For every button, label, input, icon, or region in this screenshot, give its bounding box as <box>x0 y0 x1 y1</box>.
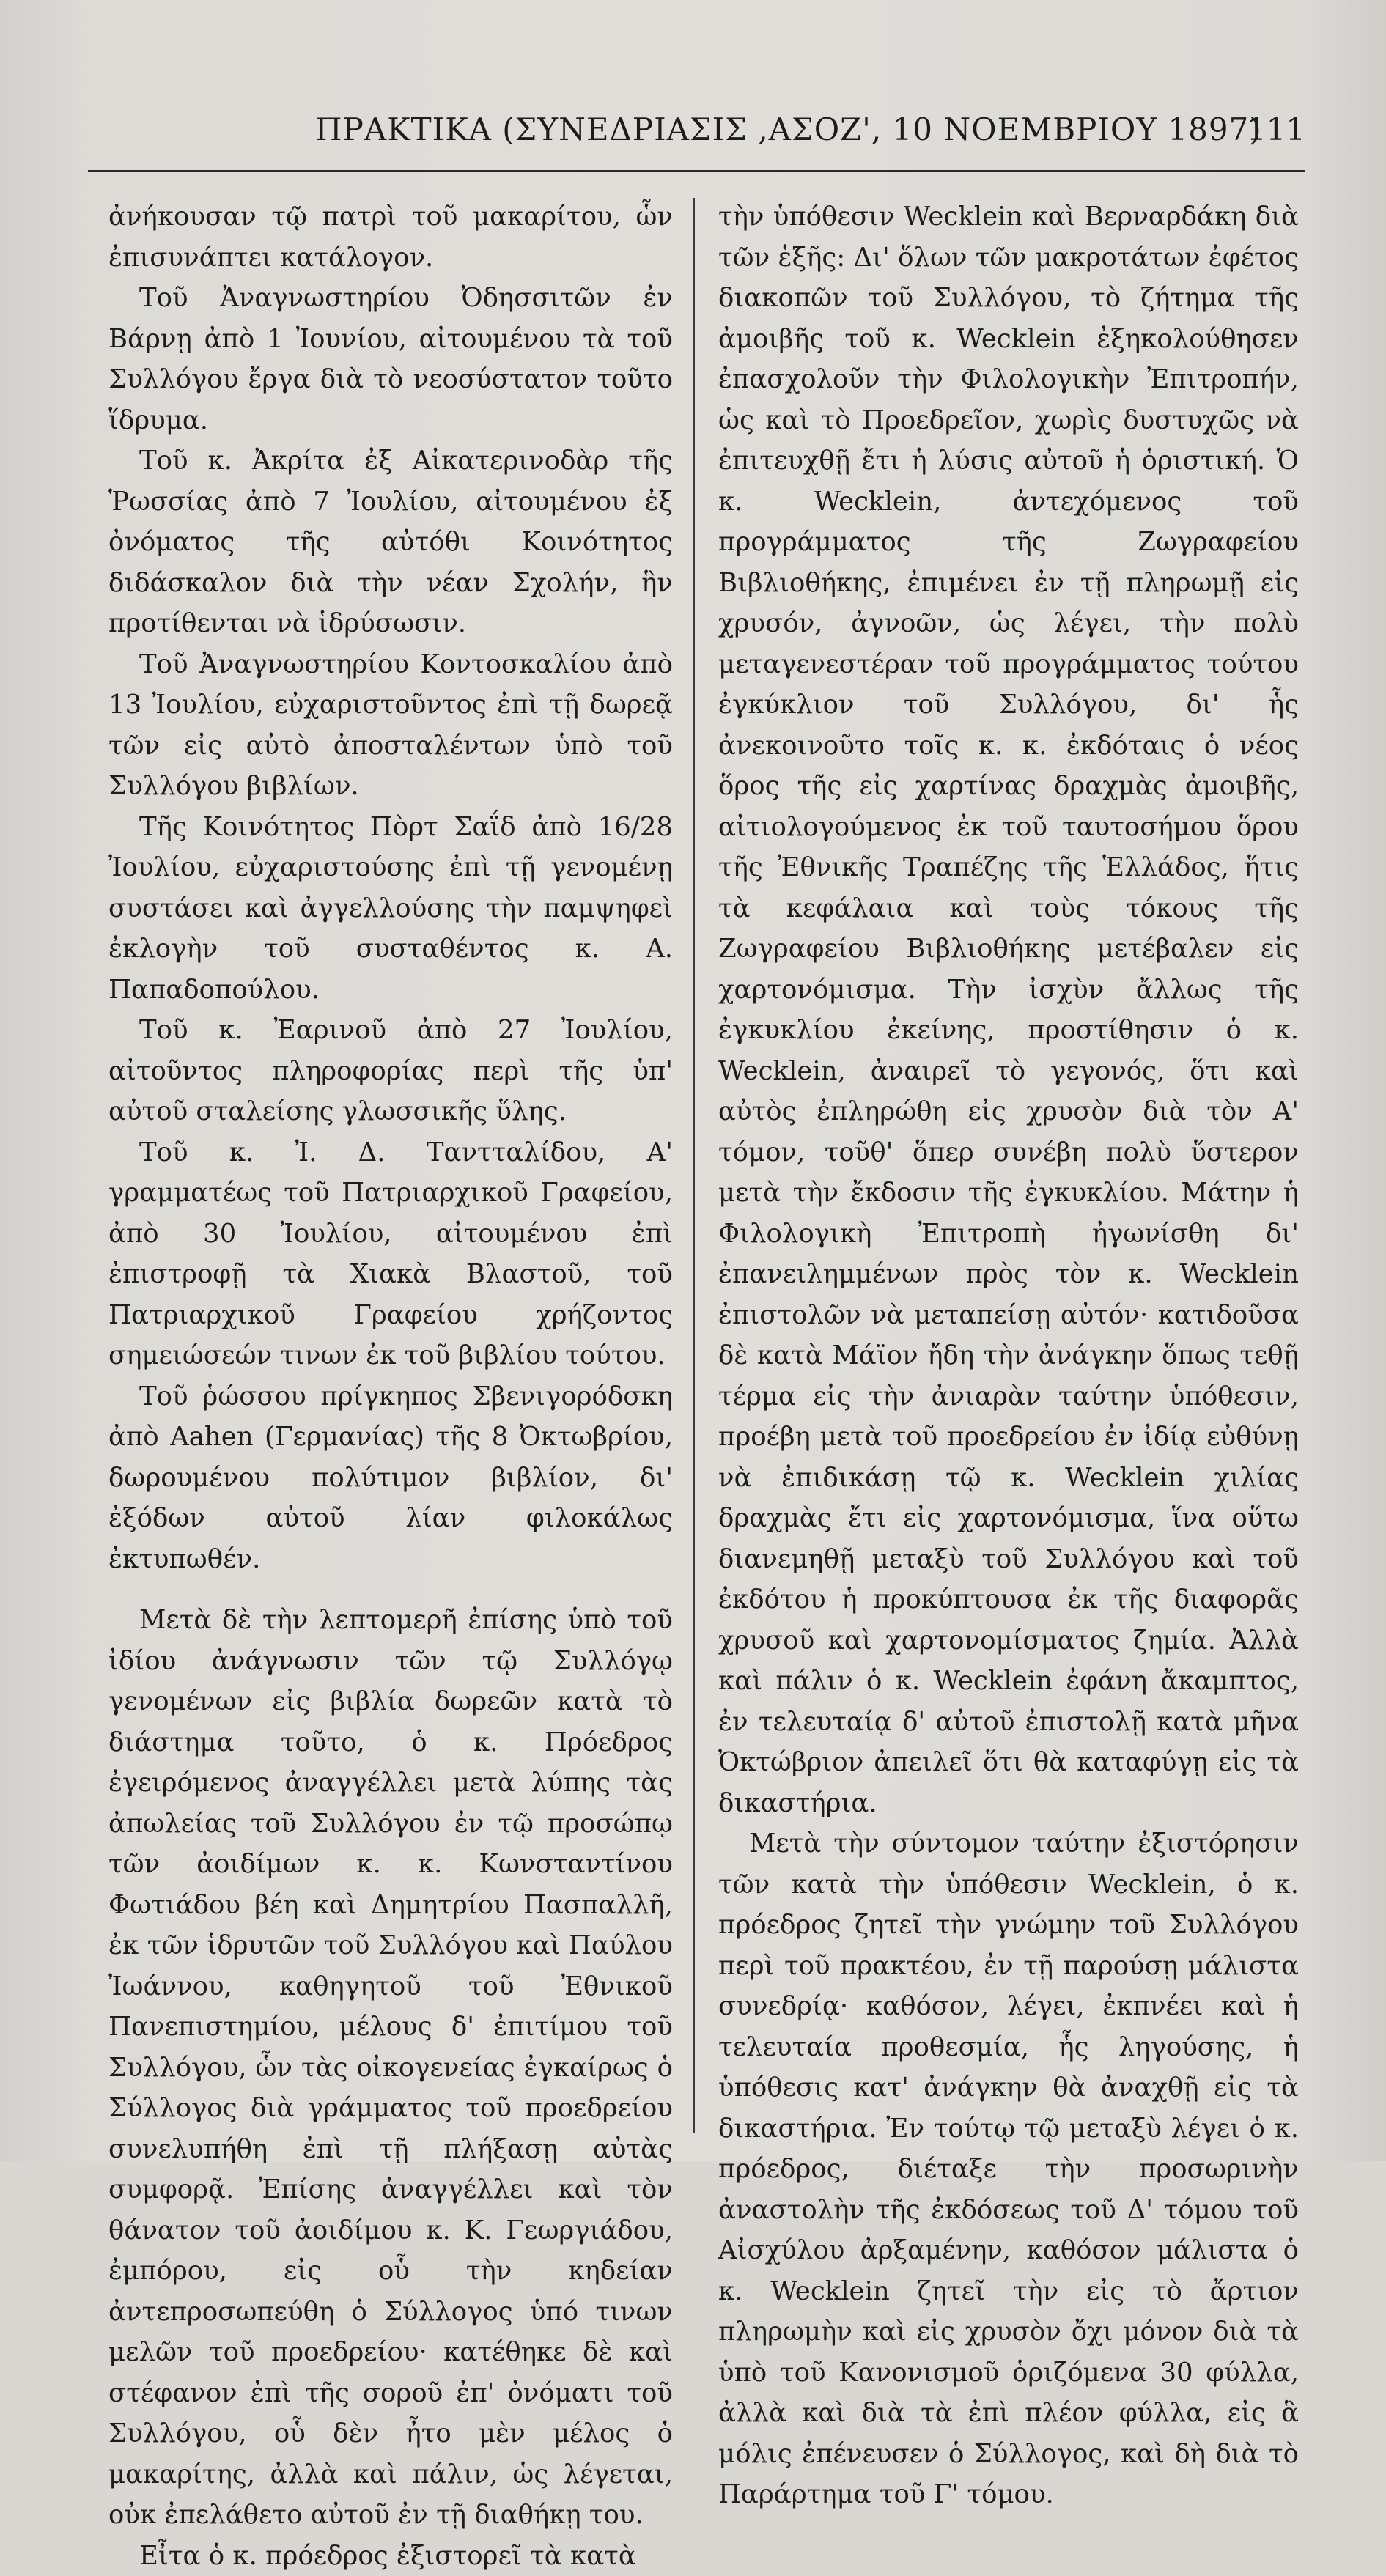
paragraph: ἀνήκουσαν τῷ πατρὶ τοῦ μακαρίτου, ὧν ἐπισυνάπτει κατάλογον. <box>108 196 673 278</box>
paragraph: Τοῦ κ. Ἰ. Δ. Ταντταλίδου, Α' γραμματέως τοῦ Πατριαρχικοῦ Γραφείου, ἀπὸ 30 Ἰουλίου, αἰτουμένου ἐπὶ ἐπιστροφῇ τὰ Χιακὰ Βλαστοῦ, τοῦ Πατριαρχικοῦ Γραφείου χρήζοντος σημειώσεών τινων ἐκ τοῦ βιβλίου τούτου. <box>108 1132 673 1376</box>
paragraph: Τοῦ κ. Ἀκρίτα ἐξ Αἰκατερινοδὰρ τῆς Ῥωσσίας ἀπὸ 7 Ἰουλίου, αἰτουμένου ἐξ ὀνόματος τῆς αὐτόθι Κοινότητος διδάσκαλον διὰ τὴν νέαν Σχολήν, ἣν προτίθενται νὰ ἱδρύσωσιν. <box>108 440 673 644</box>
paragraph: τὴν ὑπόθεσιν Wecklein καὶ Βερναρδάκη διὰ τῶν ἑξῆς: Δι' ὅλων τῶν μακροτάτων ἐφέτος διακοπῶν τοῦ Συλλόγου, τὸ ζήτημα τῆς ἀμοιβῆς τοῦ κ. Wecklein ἐξηκολούθησεν ἐπασχολοῦν τὴν Φιλολογικὴν Ἐπιτροπήν, ὡς καὶ τὸ Προεδρεῖον, χωρὶς δυστυχῶς νὰ ἐπιτευχθῇ ἔτι ἡ λύσις αὐτοῦ ἡ ὁριστική. Ὁ κ. Wecklein, ἀντεχόμενος τοῦ προγράμματος τῆς Ζωγραφείου Βιβλιοθήκης, ἐπιμένει ἐν τῇ πληρωμῇ εἰς χρυσόν, ἀγνοῶν, ὡς λέγει, τὴν πολὺ μεταγενεστέραν τοῦ προγράμματος τούτου ἐγκύκλιον τοῦ Συλλόγου, δι' ἧς ἀνεκοινοῦτο τοῖς κ. κ. ἐκδόταις ὁ νέος ὅρος τῆς εἰς χαρτίνας δραχμὰς ἀμοιβῆς, αἰτιολογούμενος ἐκ τοῦ ταυτοσήμου ὅρου τῆς Ἐθνικῆς Τραπέζης τῆς Ἑλλάδος, ἥτις τὰ κεφάλαια καὶ τοὺς τόκους τῆς Ζωγραφείου Βιβλιοθήκης μετέβαλεν εἰς χαρτονόμισμα. Τὴν ἰσχὺν ἄλλως τῆς ἐγκυκλίου ἐκείνης, προστίθησιν ὁ κ. Wecklein, ἀναιρεῖ τὸ γεγονός, ὅτι καὶ αὐτὸς ἐπληρώθη εἰς χρυσὸν διὰ τὸν Α' τόμον, τοῦθ' ὅπερ συνέβη πολὺ ὕστερον μετὰ τὴν ἔκδοσιν τῆς ἐγκυκλίου. Μάτην ἡ Φιλολογικὴ Ἐπιτροπὴ ἠγωνίσθη δι' ἐπανειλημμένων πρὸς τὸν κ. Wecklein ἐπιστολῶν νὰ μεταπείσῃ αὐτόν· κατιδοῦσα δὲ κατὰ Μάϊον ἤδη τὴν ἀνάγκην ὅπως τεθῇ τέρμα εἰς τὴν ἀνιαρὰν ταύτην ὑπόθεσιν, προέβη μετὰ τοῦ προεδρείου ἐν ἰδίᾳ εὐθύνῃ νὰ ἐπιδικάσῃ τῷ κ. Wecklein χιλίας δραχμὰς ἔτι εἰς χαρτονόμισμα, ἵνα οὕτω διανεμηθῇ μεταξὺ τοῦ Συλλόγου καὶ τοῦ ἐκδότου ἡ προκύπτουσα ἐκ τῆς διαφορᾶς χρυσοῦ καὶ χαρτονομίσματος ζημία. Ἀλλὰ καὶ πάλιν ὁ κ. Wecklein ἐφάνη ἄκαμπτος, ἐν τελευταίᾳ δ' αὐτοῦ ἐπιστολῇ κατὰ μῆνα Ὀκτώβριον ἀπειλεῖ ὅτι θὰ καταφύγῃ εἰς τὰ δικαστήρια. <box>718 196 1299 1823</box>
paragraph: Τοῦ Ἀναγνωστηρίου Ὀδησσιτῶν ἐν Βάρνῃ ἀπὸ 1 Ἰουνίου, αἰτουμένου τὰ τοῦ Συλλόγου ἔργα διὰ τὸ νεοσύστατον τοῦτο ἵδρυμα. <box>108 278 673 440</box>
column-divider <box>693 198 695 2133</box>
page-number: 111 <box>1247 111 1305 147</box>
paragraph: Τοῦ Ἀναγνωστηρίου Κοντοσκαλίου ἀπὸ 13 Ἰουλίου, εὐχαριστοῦντος ἐπὶ τῇ δωρεᾷ τῶν εἰς αὐτὸ ἀποσταλέντων ὑπὸ τοῦ Συλλόγου βιβλίων. <box>108 644 673 807</box>
page-header <box>88 111 1305 163</box>
paragraph: Εἶτα ὁ κ. πρόεδρος ἐξιστορεῖ τὰ κατὰ <box>108 2536 673 2576</box>
right-column <box>718 196 1299 2515</box>
paragraph: Τῆς Κοινότητος Πὸρτ Σαΐδ ἀπὸ 16/28 Ἰουλίου, εὐχαριστούσης ἐπὶ τῇ γενομένῃ συστάσει καὶ ἀγγελλούσης τὴν παμψηφεὶ ἐκλογὴν τοῦ συσταθέντος κ. Α. Παπαδοπούλου. <box>108 807 673 1011</box>
header-rule <box>88 170 1305 172</box>
paragraph: Τοῦ ῥώσσου πρίγκηπος Σβενιγορόδσκη ἀπὸ Aahen (Γερμανίας) τῆς 8 Ὀκτωβρίου, δωρουμένου πολύτιμον βιβλίον, δι' ἐξόδων αὐτοῦ λίαν φιλοκάλως ἐκτυπωθέν. <box>108 1376 673 1580</box>
paragraph: Τοῦ κ. Ἐαρινοῦ ἀπὸ 27 Ἰουλίου, αἰτοῦντος πληροφορίας περὶ τῆς ὑπ' αὐτοῦ σταλείσης γλωσσικῆς ὕλης. <box>108 1010 673 1132</box>
paragraph: Μετὰ δὲ τὴν λεπτομερῆ ἐπίσης ὑπὸ τοῦ ἰδίου ἀνάγνωσιν τῶν τῷ Συλλόγῳ γενομένων εἰς βιβλία δωρεῶν κατὰ τὸ διάστημα τοῦτο, ὁ κ. Πρόεδρος ἐγειρόμενος ἀναγγέλλει μετὰ λύπης τὰς ἀπωλείας τοῦ Συλλόγου ἐν τῷ προσώπῳ τῶν ἀοιδίμων κ. κ. Κωνσταντίνου Φωτιάδου βέη καὶ Δημητρίου Πασπαλλῆ, ἐκ τῶν ἱδρυτῶν τοῦ Συλλόγου καὶ Παύλου Ἰωάννου, καθηγητοῦ τοῦ Ἐθνικοῦ Πανεπιστημίου, μέλους δ' ἐπιτίμου τοῦ Συλλόγου, ὧν τὰς οἰκογενείας ἐγκαίρως ὁ Σύλλογος διὰ γράμματος τοῦ προεδρείου συνελυπήθη ἐπὶ τῇ πλήξασῃ αὐτὰς συμφορᾷ. Ἐπίσης ἀναγγέλλει καὶ τὸν θάνατον τοῦ ἀοιδίμου κ. Κ. Γεωργιάδου, ἐμπόρου, εἰς οὗ τὴν κηδείαν ἀντεπροσωπεύθη ὁ Σύλλογος ὑπό τινων μελῶν τοῦ προεδρείου· κατέθηκε δὲ καὶ στέφανον ἐπὶ τῆς σοροῦ ἐπ' ὀνόματι τοῦ Συλλόγου, οὗ δὲν ἦτο μὲν μέλος ὁ μακαρίτης, ἀλλὰ καὶ πάλιν, ὡς λέγεται, οὐκ ἐπελάθετο αὐτοῦ ἐν τῇ διαθήκῃ του. <box>108 1600 673 2536</box>
left-column <box>108 196 673 2576</box>
running-head: ΠΡΑΚΤΙΚΑ (ΣΥΝΕΔΡΙΑΣΙΣ ,ΑΣΟΖ', 10 ΝΟΕΜΒΡΙΟΥ 1897) <box>315 111 1092 147</box>
paragraph: Μετὰ τὴν σύντομον ταύτην ἐξιστόρησιν τῶν κατὰ τὴν ὑπόθεσιν Wecklein, ὁ κ. πρόεδρος ζητεῖ τὴν γνώμην τοῦ Συλλόγου περὶ τοῦ πρακτέου, ἐν τῇ παρούσῃ μάλιστα συνεδρίᾳ· καθόσον, λέγει, ἐκπνέει καὶ ἡ τελευταία προθεσμία, ἧς ληγούσης, ἡ ὑπόθεσις κατ' ἀνάγκην θὰ ἀναχθῇ εἰς τὰ δικαστήρια. Ἐν τούτῳ τῷ μεταξὺ λέγει ὁ κ. πρόεδρος, διέταξε τὴν προσωρινὴν ἀναστολὴν τῆς ἐκδόσεως τοῦ Δ' τόμου τοῦ Αἰσχύλου ἀρξαμένην, καθόσον μάλιστα ὁ κ. Wecklein ζητεῖ τὴν εἰς τὸ ἄρτιον πληρωμὴν καὶ εἰς χρυσὸν ὄχι μόνον διὰ τὰ ὑπὸ τοῦ Κανονισμοῦ ὁριζόμενα 30 φύλλα, ἀλλὰ καὶ διὰ τὰ ἐπὶ πλέον φύλλα, εἰς ἃ μόλις ἐπένευσεν ὁ Σύλλογος, καὶ δὴ διὰ τὸ Παράρτημα τοῦ Γ' τόμου. <box>718 1823 1299 2515</box>
